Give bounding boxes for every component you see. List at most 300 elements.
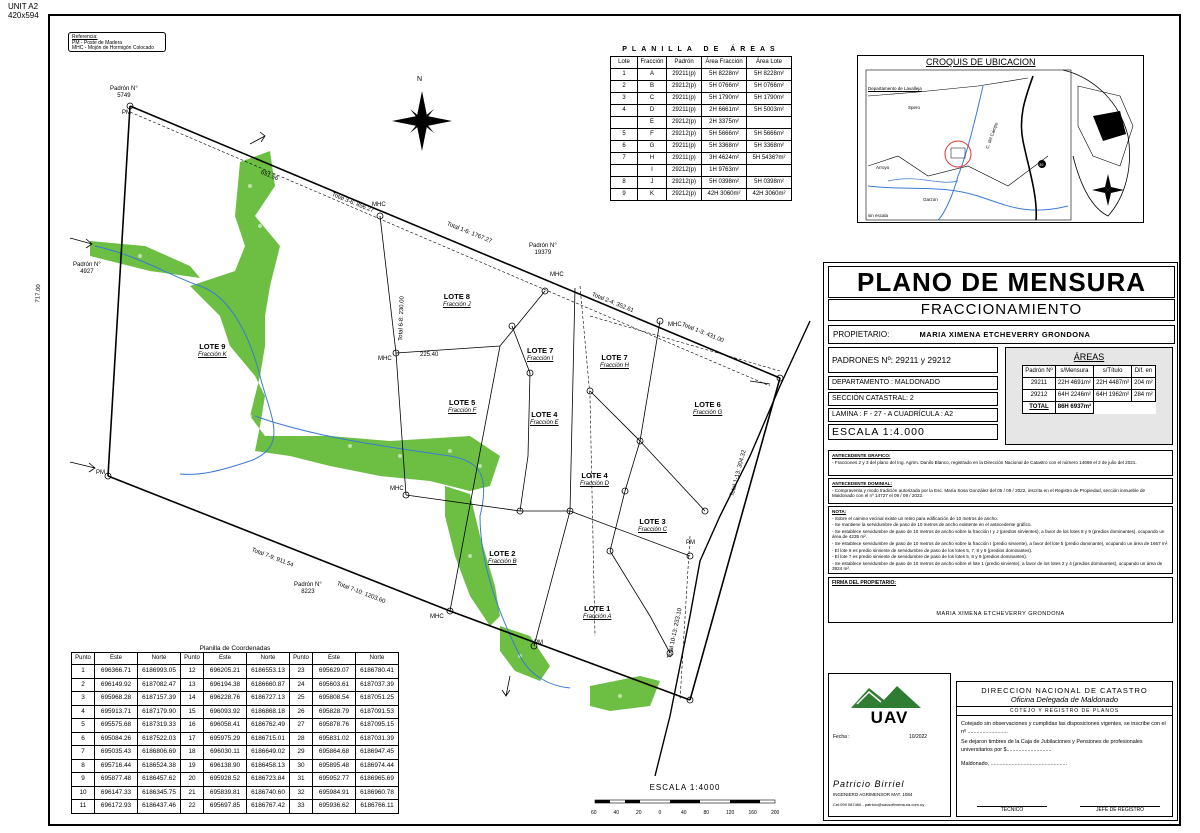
- table-row: [72, 719, 399, 733]
- total-label: TOTAL: [1023, 402, 1056, 414]
- lot-name: LOTE 4: [531, 410, 558, 419]
- areas-cell: 42H 3060m²: [702, 189, 747, 201]
- croquis-place: Garzon: [923, 197, 938, 202]
- areas-summary-table: [1022, 365, 1156, 414]
- scale-tick: 0: [658, 810, 662, 816]
- mark-label: PM: [686, 540, 695, 546]
- coords-cell: 6186458.13: [247, 759, 290, 773]
- padron-label: Padrón N°: [294, 582, 322, 588]
- areas-cell: 9: [611, 189, 638, 201]
- croquis-dept-label: Departamento de Lavalleja: [868, 86, 922, 91]
- coords-cell: 695968.28: [95, 692, 138, 706]
- areas-table: [610, 56, 792, 201]
- table-row: [611, 93, 792, 105]
- lot-label: [693, 401, 722, 417]
- table-row: [611, 105, 792, 117]
- table-row: [611, 81, 792, 93]
- areas-cell: [611, 165, 638, 177]
- neighbor-padron: [529, 243, 557, 257]
- coords-cell: 3: [72, 692, 95, 706]
- coords-header-cell: Este: [313, 653, 356, 665]
- scale-field: ESCALA 1:4.000: [828, 424, 998, 440]
- dnc-line: Se dejaron timbres de la Caja de Jubilaciones y Pensiones de profesionales universitarios por $..............................: [961, 739, 1143, 753]
- coords-cell: 6186965.69: [356, 773, 399, 787]
- notes-box: [828, 506, 1173, 574]
- table-row: [1023, 378, 1156, 390]
- mark-label: MHC: [378, 356, 392, 362]
- areas-cell: [611, 117, 638, 129]
- note-item: - Se establece servidumbre de paso de 10 metros de ancho sobre el lote 1 (predio sirviente), a favor de los lotes 2 y 4 (predios dominantes), ocupando un área de 3924 m².: [832, 560, 1163, 572]
- areas-header-cell: Lote: [611, 57, 638, 69]
- lot-label: [580, 472, 609, 488]
- padron-label: Padrón N°: [110, 86, 138, 92]
- dimension-label: 225.40: [420, 352, 439, 358]
- antecedente-grafico: [828, 450, 1173, 476]
- scale-label: ESCALA 1:4000: [649, 783, 721, 792]
- areas-cell: A: [638, 69, 667, 81]
- table-row: [72, 746, 399, 760]
- dimension-label: Total 1-6: 1767.27: [445, 221, 493, 245]
- coords-cell: 27: [290, 719, 313, 733]
- areas-cell: 5H 3368m²: [702, 141, 747, 153]
- coords-cell: 6187319.33: [138, 719, 181, 733]
- total-value: 86H 6937m²: [1055, 402, 1093, 414]
- coords-cell: 696093.92: [204, 705, 247, 719]
- coords-cell: 13: [181, 678, 204, 692]
- areas-cell: 29212(p): [667, 165, 702, 177]
- table-row: [611, 69, 792, 81]
- areas-cell: 29211(p): [667, 93, 702, 105]
- signature-name: MARIA XIMENA ETCHEVERRY GRONDONA: [936, 611, 1065, 617]
- coords-cell: 696228.76: [204, 692, 247, 706]
- coords-cell: 6187091.53: [356, 705, 399, 719]
- coords-cell: 24: [290, 678, 313, 692]
- coords-cell: 17: [181, 732, 204, 746]
- antecedente-dominial-title: ANTECEDENTE DOMINIAL:: [832, 481, 892, 486]
- coords-cell: 6187082.47: [138, 678, 181, 692]
- coords-cell: 19: [181, 759, 204, 773]
- coords-cell: 6187522.03: [138, 732, 181, 746]
- internal-lines: [380, 216, 705, 653]
- coords-cell: 6186766.11: [356, 800, 399, 814]
- coords-cell: 4: [72, 705, 95, 719]
- coords-cell: 6187031.39: [356, 732, 399, 746]
- areas-cell: 29211(p): [667, 69, 702, 81]
- surveyor-title: INGENIERO AGRIMENSOR MAT. 1084: [833, 792, 913, 797]
- coords-cell: 6186767.42: [247, 800, 290, 814]
- areas-cell: 29212(p): [667, 177, 702, 189]
- lot-fraction: Fracción K: [198, 352, 227, 358]
- lot-label: [530, 411, 559, 427]
- croquis-map: [858, 56, 1143, 222]
- coords-cell: 6186553.13: [247, 665, 290, 679]
- mark-label: MHC: [668, 322, 682, 328]
- coords-cell: 33: [290, 800, 313, 814]
- coords-cell: 695035.43: [95, 746, 138, 760]
- dnc-subtitle: COTEJO Y REGISTRO DE PLANOS: [957, 706, 1172, 716]
- lot-name: LOTE 9: [199, 342, 226, 351]
- coords-cell: 11: [72, 800, 95, 814]
- coords-cell: 696149.92: [95, 678, 138, 692]
- coords-cell: 14: [181, 692, 204, 706]
- coords-header-cell: Norte: [247, 653, 290, 665]
- coords-cell: 10: [72, 786, 95, 800]
- coords-cell: 1: [72, 665, 95, 679]
- note-item: - El lote 6 es predio sirviente de servidumbre de paso de los lotes 5, 7, 8 y 9 (predios dominantes).: [832, 547, 1033, 553]
- north-arrow-icon: [392, 91, 452, 151]
- areas-cell: 8: [611, 177, 638, 189]
- areas-cell: 5H 0398m²: [702, 177, 747, 189]
- padron-number: 4927: [80, 269, 94, 275]
- table-row: [72, 678, 399, 692]
- dimension-label: Total 3-6: 856.27: [330, 191, 375, 215]
- summary-cell: 29211: [1023, 378, 1056, 390]
- summary-cell: 284 m²: [1132, 390, 1156, 402]
- tecnico-label: TECNICO: [977, 806, 1047, 813]
- lot-name: LOTE 2: [489, 549, 516, 558]
- coords-cell: 6187095.15: [356, 719, 399, 733]
- coords-cell: 6186974.44: [356, 759, 399, 773]
- table-row: [611, 153, 792, 165]
- areas-cell: 2H 3375m²: [702, 117, 747, 129]
- areas-summary-title: ÁREAS: [1073, 352, 1105, 362]
- streams: [95, 246, 570, 688]
- note-item: - Sobre el camino vecinal existe un retiro para edificación de 10 metros de ancho.: [832, 515, 998, 521]
- dnc-office: Oficina Delegada de Maldonado: [1010, 695, 1119, 704]
- note-item: - Se establece servidumbre de paso de 10 metros de ancho sobre la fracción I (predio sirviente), a favor del lote 5 (predio dominante), ocupando un área de 1667 m².: [832, 540, 1169, 546]
- areas-cell: 5H 0398m²: [747, 177, 792, 189]
- lot-label: [448, 399, 476, 415]
- coords-header-cell: Este: [204, 653, 247, 665]
- coords-cell: 6186660.87: [247, 678, 290, 692]
- areas-cell: 1: [611, 69, 638, 81]
- coords-cell: 6186762.49: [247, 719, 290, 733]
- areas-cell: 3: [611, 93, 638, 105]
- coordinates-title: Planilla de Coordenadas: [199, 645, 271, 652]
- areas-cell: 5H 5666m²: [702, 129, 747, 141]
- areas-cell: 29212(p): [667, 117, 702, 129]
- scale-tick: 80: [703, 810, 710, 816]
- dimension-label: 651.56: [259, 169, 280, 183]
- coords-cell: 6187051.25: [356, 692, 399, 706]
- dnc-title: DIRECCION NACIONAL DE CATASTRO: [981, 686, 1148, 695]
- surveyor-contact: Cel:099 087460 - patricio@uavsoftmensura.com.uy: [833, 802, 925, 807]
- coords-cell: 696194.38: [204, 678, 247, 692]
- areas-cell: 29211(p): [667, 141, 702, 153]
- coords-cell: 16: [181, 719, 204, 733]
- areas-cell: 3H 4624m²: [702, 153, 747, 165]
- surveyor-name: Patricio Birriel: [833, 779, 905, 789]
- coords-cell: 6186727.13: [247, 692, 290, 706]
- signature-title: FIRMA DEL PROPIETARIO:: [832, 580, 897, 586]
- coords-cell: 6186715.01: [247, 732, 290, 746]
- uav-logo-text: UAV: [870, 708, 909, 727]
- table-row: [72, 732, 399, 746]
- dimension-label: Total 1-3: 431.00: [680, 321, 725, 345]
- coords-cell: 695629.07: [313, 665, 356, 679]
- coords-cell: 696147.33: [95, 786, 138, 800]
- lot-fraction: Fracción J: [443, 302, 471, 308]
- coords-cell: 695831.02: [313, 732, 356, 746]
- scale-tick: 120: [726, 810, 735, 816]
- total-row: [1023, 402, 1156, 414]
- table-row: [72, 692, 399, 706]
- sheet-unit: UNIT A2: [8, 2, 39, 11]
- areas-cell: 29211(p): [667, 105, 702, 117]
- coords-cell: 695928.52: [204, 773, 247, 787]
- coords-cell: 695864.68: [313, 746, 356, 760]
- areas-cell: 29212(p): [667, 189, 702, 201]
- sheet-size-label: [8, 2, 39, 20]
- lamina-field: LAMINA : F - 27 - A CUADRÍCULA : A2: [828, 408, 998, 422]
- areas-cell: D: [638, 105, 667, 117]
- catastro-block: [956, 681, 1173, 817]
- areas-table-block: [610, 46, 792, 201]
- areas-summary: [1005, 347, 1173, 445]
- areas-cell: K: [638, 189, 667, 201]
- dimension-label: Total 2-4: 352.61: [590, 291, 635, 315]
- coords-cell: 7: [72, 746, 95, 760]
- lot-fraction: Fracción H: [600, 363, 630, 369]
- lot-fraction: Fracción C: [638, 527, 668, 533]
- areas-cell: 42H 3060m²: [747, 189, 792, 201]
- antecedente-grafico-title: ANTECEDENTE GRAFICO:: [832, 453, 891, 458]
- summary-header-cell: Padrón Nº: [1023, 366, 1056, 378]
- owner-signature-box: [828, 577, 1173, 623]
- dimension-label: Total 1-13: 304.32: [729, 449, 748, 498]
- owner-row: [828, 325, 1175, 344]
- coords-cell: 6186723.84: [247, 773, 290, 787]
- reference-item: PM - Poste de Madera: [72, 39, 123, 46]
- lot-fraction: Fracción B: [488, 559, 517, 565]
- areas-cell: 5H 8228m²: [747, 69, 792, 81]
- areas-cell: 5H 5666m²: [747, 129, 792, 141]
- coords-cell: 695877.48: [95, 773, 138, 787]
- coords-cell: 696030.11: [204, 746, 247, 760]
- coords-cell: 21: [181, 786, 204, 800]
- coords-cell: 695952.77: [313, 773, 356, 787]
- summary-header-cell: Dif. en: [1132, 366, 1156, 378]
- scale-tick: 40: [681, 810, 687, 816]
- areas-cell: E: [638, 117, 667, 129]
- padron-label: Padrón N°: [73, 262, 101, 268]
- areas-cell: G: [638, 141, 667, 153]
- areas-cell: 5H 0766m²: [747, 81, 792, 93]
- lot-label: [527, 347, 553, 363]
- coords-cell: 695575.68: [95, 719, 138, 733]
- coords-cell: 695084.26: [95, 732, 138, 746]
- coords-cell: 6186993.05: [138, 665, 181, 679]
- lot-name: LOTE 4: [581, 471, 608, 480]
- cadastral-info: [828, 347, 998, 445]
- lot-fraction: Fracción G: [693, 410, 723, 416]
- coords-header-cell: Norte: [356, 653, 399, 665]
- note-item: - Se mantiene la servidumbre de paso de 10 metros de ancho existente en el antecedente gráfico.: [832, 522, 1032, 528]
- summary-cell: 22H 4691m²: [1055, 378, 1093, 390]
- dimension-label: Total 7-9: 911.54: [250, 547, 295, 569]
- lot-name: LOTE 3: [639, 517, 666, 526]
- coordinates-table: [71, 652, 399, 814]
- coords-cell: 30: [290, 759, 313, 773]
- owner-name: MARIA XIMENA ETCHEVERRY GRONDONA: [919, 330, 1091, 339]
- mark-label: PM: [534, 640, 543, 646]
- mark-label: PM: [96, 470, 105, 476]
- dnc-line: Cotejado sin observaciones y cumplidas las disposiciones vigentes, se inscribe con el nº ...........................: [961, 721, 1166, 735]
- scale-tick: 20: [636, 810, 642, 816]
- areas-cell: 29211(p): [667, 153, 702, 165]
- table-row: [72, 665, 399, 679]
- coords-cell: 22: [181, 800, 204, 814]
- coords-cell: 25: [290, 692, 313, 706]
- coords-cell: 696172.93: [95, 800, 138, 814]
- croquis-place: C. del Campo: [984, 121, 999, 150]
- areas-table-title: PLANILLA DE ÁREAS: [622, 46, 780, 53]
- table-row: [611, 141, 792, 153]
- coords-cell: 26: [290, 705, 313, 719]
- coords-cell: 23: [290, 665, 313, 679]
- lot-label: [198, 343, 227, 359]
- title-block: [823, 262, 1178, 821]
- coords-cell: 696205.21: [204, 665, 247, 679]
- coords-cell: 5: [72, 719, 95, 733]
- coords-cell: 6: [72, 732, 95, 746]
- coords-cell: 6186649.02: [247, 746, 290, 760]
- lot-name: LOTE 7: [527, 346, 554, 355]
- areas-header-cell: Padrón: [667, 57, 702, 69]
- summary-cell: 29212: [1023, 390, 1056, 402]
- location-sketch: [857, 55, 1144, 223]
- dimension-label: Total 7-10: 1203.60: [335, 581, 386, 606]
- areas-cell: 2H 6661m²: [702, 105, 747, 117]
- coords-cell: 6186947.45: [356, 746, 399, 760]
- summary-cell: 64H 1962m²: [1094, 390, 1132, 402]
- coords-cell: 6186806.69: [138, 746, 181, 760]
- coords-cell: 6186457.62: [138, 773, 181, 787]
- areas-header-cell: Fracción: [638, 57, 667, 69]
- coords-cell: 6187157.39: [138, 692, 181, 706]
- jefe-label: JEFE DE REGISTRO: [1080, 806, 1160, 813]
- neighbor-padron: [73, 262, 101, 276]
- padrones-field: PADRONES Nº: 29211 y 29212: [828, 347, 998, 373]
- coords-cell: 32: [290, 786, 313, 800]
- areas-cell: B: [638, 81, 667, 93]
- coords-header-cell: Punto: [181, 653, 204, 665]
- areas-cell: F: [638, 129, 667, 141]
- lot-label: [583, 605, 611, 621]
- coords-cell: 28: [290, 732, 313, 746]
- areas-cell: 7: [611, 153, 638, 165]
- padron-number: 5749: [117, 93, 131, 99]
- coords-cell: 696366.71: [95, 665, 138, 679]
- coords-cell: 15: [181, 705, 204, 719]
- dimension-label: Total 10-13: 233.10: [666, 607, 684, 660]
- summary-header-cell: s/Título: [1094, 366, 1132, 378]
- scale-bar-graphic: [590, 795, 780, 805]
- lot-name: LOTE 7: [601, 353, 628, 362]
- coords-cell: 9: [72, 773, 95, 787]
- coords-cell: 12: [181, 665, 204, 679]
- note-item: - Se establece servidumbre de paso de 10 metros de ancho sobre la fracción I y J (predios sirvientes), a favor de los lotes 8 y 9 (predios dominantes), ocupando un área de 4235 m².: [832, 528, 1165, 540]
- areas-cell: I: [638, 165, 667, 177]
- scale-tick: 60: [591, 810, 597, 816]
- areas-cell: [747, 165, 792, 177]
- table-row: [72, 773, 399, 787]
- table-row: [72, 705, 399, 719]
- coords-cell: 2: [72, 678, 95, 692]
- lot-label: [600, 354, 629, 370]
- areas-cell: 2: [611, 81, 638, 93]
- areas-cell: J: [638, 177, 667, 189]
- scale-ticks: [590, 810, 780, 816]
- coords-cell: 6187179.90: [138, 705, 181, 719]
- coords-header-cell: Punto: [72, 653, 95, 665]
- neighbor-padron: [294, 582, 322, 596]
- areas-cell: 1H 9763m²: [702, 165, 747, 177]
- owner-label: PROPIETARIO:: [833, 330, 890, 339]
- summary-header-cell: s/Mensura: [1055, 366, 1093, 378]
- coords-cell: 6186524.38: [138, 759, 181, 773]
- coords-cell: 695697.85: [204, 800, 247, 814]
- scale-bar: [590, 783, 780, 816]
- surveyor-block: [828, 673, 951, 817]
- neighbor-padron: [110, 86, 138, 100]
- coords-cell: 6186437.46: [138, 800, 181, 814]
- croquis-scale-note: sin escala: [868, 213, 889, 218]
- areas-cell: 5H 8228m²: [702, 69, 747, 81]
- note-item: - El lote 7 es predio sirviente de servidumbre de paso de los lotes 5, 8 y 9 (predios dominantes).: [832, 554, 1028, 560]
- coords-cell: 696138.90: [204, 759, 247, 773]
- lot-fraction: Fracción I: [527, 356, 554, 362]
- scale-tick: 40: [613, 810, 620, 816]
- summary-cell: 64H 2246m²: [1055, 390, 1093, 402]
- lot-fraction: Fracción D: [580, 481, 610, 487]
- scale-tick: 200: [771, 810, 780, 816]
- mark-label: MHC: [550, 272, 564, 278]
- mark-label: MHC: [390, 486, 404, 492]
- coords-cell: 6186960.78: [356, 786, 399, 800]
- coords-cell: 696058.41: [204, 719, 247, 733]
- date-label: Fecha :: [833, 734, 850, 740]
- summary-cell: 204 m²: [1132, 378, 1156, 390]
- lot-fraction: Fracción F: [448, 408, 477, 414]
- dimension-label: 717.00: [35, 284, 43, 303]
- coords-cell: 695975.29: [204, 732, 247, 746]
- lot-fraction: Fracción A: [583, 614, 612, 620]
- table-row: [611, 117, 792, 129]
- seccion-field: SECCIÓN CATASTRAL: 2: [828, 392, 998, 406]
- lot-fraction: Fracción E: [530, 420, 559, 426]
- areas-cell: H: [638, 153, 667, 165]
- areas-cell: 5H 1790m²: [702, 93, 747, 105]
- dnc-line: Maldonado, ...................................................: [961, 761, 1068, 767]
- coords-cell: 695603.61: [313, 678, 356, 692]
- areas-cell: 5H 1790m²: [747, 93, 792, 105]
- coords-cell: 8: [72, 759, 95, 773]
- croquis-route: 39: [1039, 162, 1044, 167]
- coords-cell: 695839.81: [204, 786, 247, 800]
- lot-label: [638, 518, 667, 534]
- coords-cell: 20: [181, 773, 204, 787]
- coords-cell: 695716.44: [95, 759, 138, 773]
- table-row: [72, 786, 399, 800]
- coords-cell: 6186740.60: [247, 786, 290, 800]
- areas-cell: 29212(p): [667, 129, 702, 141]
- arrows: [70, 132, 770, 696]
- sheet-dimensions: 420x594: [8, 11, 39, 20]
- coords-cell: 6186780.41: [356, 665, 399, 679]
- areas-header-cell: Área Fracción: [702, 57, 747, 69]
- mark-label: PM: [122, 110, 131, 116]
